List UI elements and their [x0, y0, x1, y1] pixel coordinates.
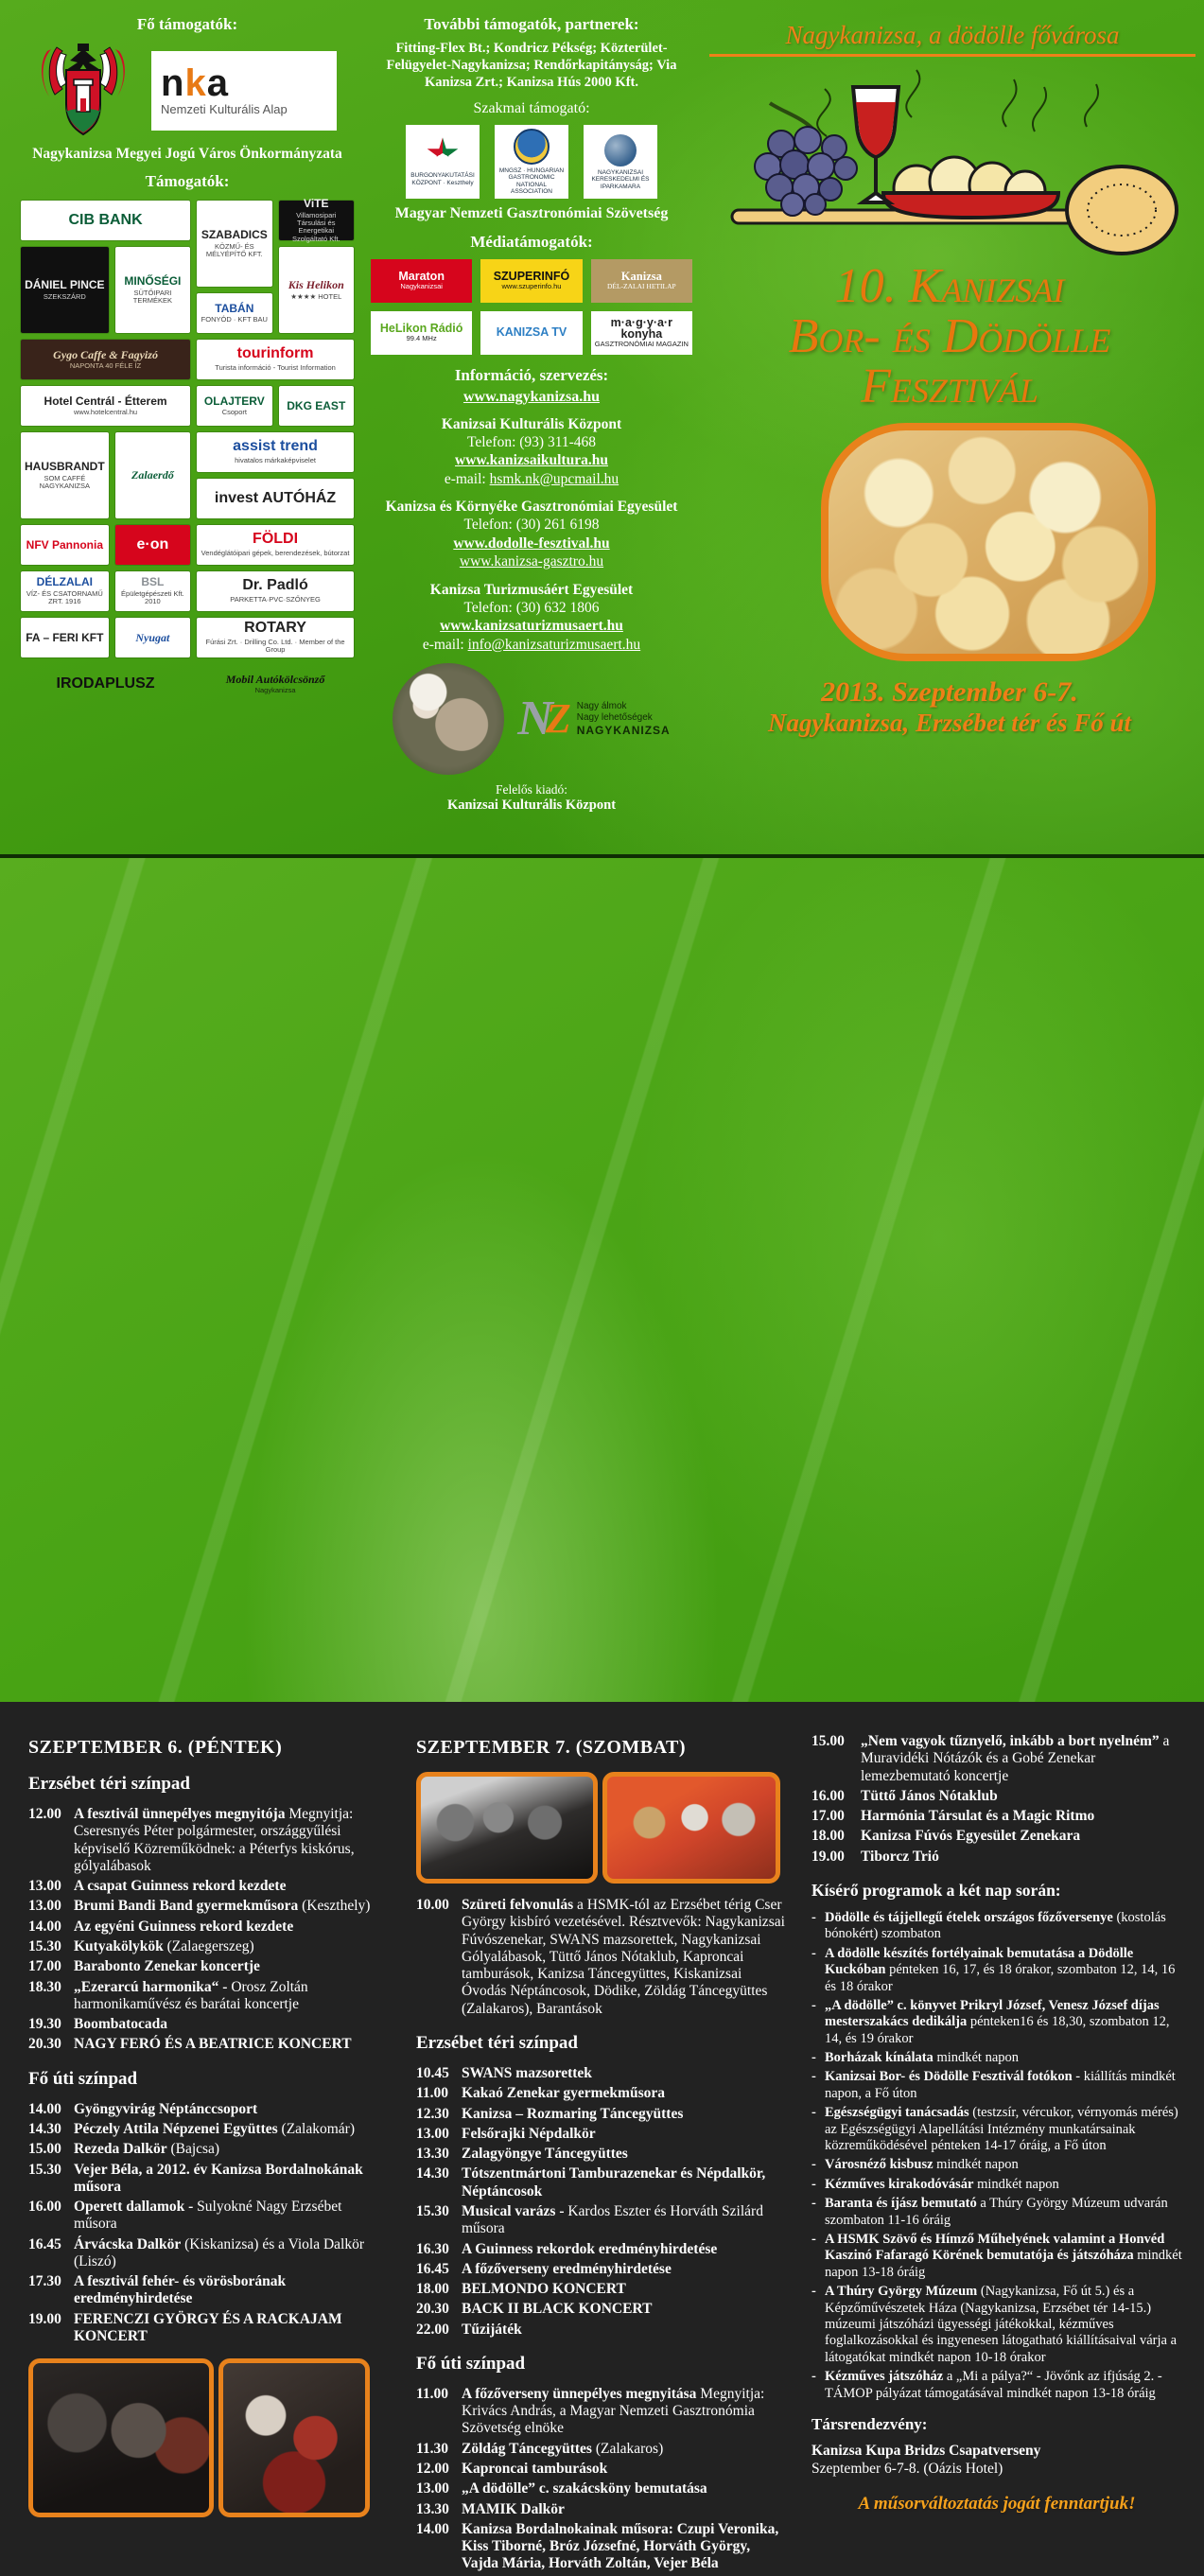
sponsor-logo: HAUSBRANDT SOM CAFFÉ NAGYKANIZSA: [21, 432, 109, 518]
schedule-row: 13.30 Zalagyöngye Táncegyüttes: [416, 2146, 628, 2163]
sponsor-logo: Nyugat: [115, 618, 190, 657]
schedule-row: 19.30 Boombatocada: [28, 2016, 168, 2033]
info-heading: Információ, szervezés:: [454, 365, 609, 384]
schedule-row: 18.00 Kanizsa Fúvós Egyesület Zenekara: [811, 1828, 1081, 1845]
schedule-row: 14.30 Tótszentmártoni Tamburazenekar és Népdalkör, Néptáncosok: [416, 2165, 766, 2199]
dodolle-dish-icon: [883, 157, 1058, 218]
nagykanizsa-city-brand-logo: N Z Nagy álmok Nagy lehetőségek NAGYKANIZSA: [517, 692, 671, 746]
sponsor-logo: OLAJTERV Csoport: [197, 386, 271, 426]
bridge-tournament: Kanizsa Kupa Bridzs Csapatverseny Szeptember 6-7-8. (Oázis Hotel): [811, 2442, 1041, 2478]
dodolle-photo: [821, 423, 1156, 661]
schedule-row: 13.00 Felsőrajki Népdalkör: [416, 2125, 596, 2142]
gastronomy-association-name: Magyar Nemzeti Gasztronómiai Szövetség: [394, 205, 669, 222]
schedule-row: 16.00 Tüttő János Nótaklub: [811, 1787, 998, 1804]
band-photo: [602, 1772, 780, 1884]
saturday-continued-schedule: [811, 1733, 1182, 1866]
side-program-item: - Baranta és íjász bemutató a Thúry György Múzeum udvarán szombaton 11-16 óráig: [811, 2196, 1168, 2228]
turizmusaert-link[interactable]: www.kanizsaturizmusaert.hu: [440, 618, 623, 635]
friday-stage2-schedule: [28, 2101, 375, 2346]
schedule-row: 10.00 Szüreti felvonulás a HSMK-tól az Erzsébet térig Cser György kisbíró vezetésével. Résztvevők: Nagykanizsai Fúvószenekar, SWANS mazsorettek, Nagykanizsai Gólyalábasok, Tüttő János Nótaklub, Kaproncai tamburások, Kanizsa Táncegyüttes, Kiskanizsai Óvodás Néptáncosok, Dödike, Zöldág Táncegyüttes (Zalakaros), Barantások: [416, 1897, 785, 2017]
schedule-row: 14.00 Kanizsa Bordalnokainak műsora: Czupi Veronika, Kiss Tiborné, Bróz Józsefné, Horváth György, Vajda Mária, Horváth Zoltán, Vejer Béla: [416, 2520, 779, 2572]
schedule-row: 13.00 A csapat Guinness rekord kezdete: [28, 1878, 287, 1895]
kanizsa-gasztro-link[interactable]: www.kanizsa-gasztro.hu: [459, 553, 604, 570]
saturday-column: [416, 1733, 790, 2576]
schedule-row: 16.00 Operett dallamok - Sulyokné Nagy Erzsébet műsora: [28, 2199, 342, 2233]
sponsor-logo: Kis Helikon ★★★★ HOTEL: [279, 247, 354, 333]
festival-tagline: Nagykanizsa, a dödölle fővárosa: [709, 21, 1195, 57]
schedule-row: 15.30 Musical varázs - Kardos Eszter és Horváth Szilárd műsora: [416, 2202, 763, 2237]
saturday-stage1-heading: Erzsébet téri színpad: [416, 2032, 578, 2053]
schedule-row: 15.00 „Nem vagyok tűznyelő, inkább a bort nyelném” a Muravidéki Nótázók és a Gobé Zenekar lemezbemutató koncertje: [811, 1733, 1170, 1784]
saturday-parade-schedule: [416, 1897, 790, 2018]
side-program-item: - Kézműves játszóház a „Mi a pálya?“ - Jövőnk az ifjúság 2. - TÁMOP pályázat támogatásával mindkét napon 13-18 óráig: [811, 2369, 1162, 2401]
schedule-row: 14.00 Az egyéni Guinness rekord kezdete: [28, 1918, 294, 1935]
friday-stage2-heading: Fő úti színpad: [28, 2068, 138, 2089]
schedule-row: 14.00 Gyöngyvirág Néptánccsoport: [28, 2100, 258, 2117]
schedule-row: 17.30 A fesztivál fehér- és vörösborának eredményhirdetése: [28, 2273, 287, 2307]
schedule-row: 16.45 Árvácska Dalkör (Kiskanizsa) és a Viola Dalkör (Liszó): [28, 2235, 364, 2269]
dodolle-fesztival-link[interactable]: www.dodolle-fesztival.hu: [453, 534, 610, 552]
friday-stage1-schedule: [28, 1806, 375, 2054]
schedule-row: 13.00 Brumi Bandi Band gyermekműsora (Keszthely): [28, 1898, 371, 1915]
sponsor-logo: Dr. Padló PARKETTA·PVC·SZŐNYEG: [197, 571, 354, 611]
schedule-row: 16.45 A főzőverseny eredményhirdetése: [416, 2260, 672, 2277]
sponsor-logo: ViTE Villamosipari Társulási és Energetikai Szolgáltató Kft.: [279, 201, 354, 240]
sponsor-logo: BSL Épületgépészeti Kft. 2010: [115, 571, 190, 611]
festival-dates: 2013. Szeptember 6-7. Nagykanizsa, Erzsébet tér és Fő út: [767, 676, 1132, 738]
side-program-item: - A Thúry György Múzeum (Nagykanizsa, Fő út 5.) és a Képzőművészetek Háza (Nagykanizsa, Erzsébet tér 14-15.) múzeumi játszóházi ügyességi játékokkal, kézműves foglalkozásokkal és ingyenesen látogatható kiállításaival várja a látogatókat mindkét napon 10-18 órakor: [811, 2284, 1178, 2365]
schedule-row: 11.30 Zöldág Táncegyüttes (Zalakaros): [416, 2440, 664, 2457]
chef-photo: [393, 663, 504, 775]
media-logo: Kanizsa DÉL-ZALAI HETILAP: [591, 259, 692, 303]
sponsor-logo: Gygo Caffe & Fagyizó NAPONTA 40 FÉLE ÍZ: [21, 340, 190, 379]
professional-logo: MNGSZ · HUNGARIAN GASTRONOMIC NATIONAL ASSOCIATION: [495, 125, 568, 199]
sponsor-logo: SZABADICS KÖZMŰ- ÉS MÉLYÉPÍTŐ KFT.: [197, 201, 271, 287]
sponsor-logo: invest AUTÓHÁZ: [197, 479, 354, 518]
professional-logo: BURGONYAKUTATÁSI KÖZPONT · Keszthely: [406, 125, 480, 199]
friday-stage1-heading: Erzsébet téri színpad: [28, 1774, 190, 1794]
schedule-row: 19.00 FERENCZI GYÖRGY ÉS A RACKAJAM KONCERT: [28, 2310, 342, 2345]
professional-sponsor-heading: Szakmai támogató:: [473, 100, 590, 117]
schedule-row: 12.00 Kaproncai tamburások: [416, 2461, 608, 2478]
hsmk-email-link[interactable]: hsmk.nk@upcmail.hu: [489, 470, 619, 487]
logo-emblem-icon: [427, 137, 459, 169]
media-logo: m·a·g·y·a·r konyha GASZTRONÓMIAI MAGAZIN: [591, 311, 692, 355]
sponsor-logo: DÉLZALAI VÍZ- ÉS CSATORNAMŰ ZRT. 1916: [21, 571, 109, 611]
side-program-item: - A HSMK Szövő és Hímző Műhelyének valamint a Honvéd Kaszinó Fafaragó Körének bemutatója és játszóháza mindkét napon 13-18 óráig: [811, 2232, 1182, 2280]
sponsor-logo: Zalaerdő: [115, 432, 190, 518]
media-logo: Maraton Nagykanizsai: [371, 259, 472, 303]
media-logo: KANIZSA TV: [480, 311, 582, 355]
nka-subtitle: Nemzeti Kulturális Alap: [161, 101, 288, 116]
saturday-heading: SZEPTEMBER 7. (SZOMBAT): [416, 1737, 687, 1758]
partner-list: Fitting-Flex Bt.; Kondricz Pékség; Közterület-Felügyelet-Nagykanizsa; Rendőrkapitányság; Via Kanizsa Zrt.; Kanizsa Hús 2000 Kft.: [386, 41, 677, 91]
sponsor-logo: assist trend hivatalos márkaképviselet: [197, 432, 354, 472]
schedule-row: 19.00 Tiborcz Trió: [811, 1848, 939, 1865]
side-program-item: - Kézműves kirakodóvásár mindkét napon: [811, 2176, 1059, 2192]
sponsor-logo: DÁNIEL PINCE SZEKSZÁRD: [21, 247, 109, 333]
sponsor-logo: TABÁN FONYÓD · KFT BAU: [197, 293, 271, 333]
band-photo: [416, 1772, 598, 1884]
side-program-item: - Egészségügyi tanácsadás (testzsír, vércukor, vérnyomás mérés) az Egészségügyi Alapellátási Intézmény munkatársainak közreműködésével pénteken 14-17 óráig, a Fő úton: [811, 2105, 1178, 2154]
main-sponsors-column: [21, 15, 354, 704]
media-logo-grid: [371, 259, 692, 355]
schedule-row: 11.00 A főzőverseny ünnepélyes megnyitása Megnyitja: Krivács András, a Magyar Nemzeti Gasztronómia Szövetség elnöke: [416, 2385, 765, 2437]
friday-column: [28, 1733, 375, 2517]
nka-logo: [151, 51, 337, 131]
saturday-stage1-schedule: [416, 2065, 790, 2339]
side-program-item: - Városnéző kisbusz mindkét napon: [811, 2157, 1019, 2173]
sponsors-heading: Támogatók:: [145, 172, 230, 190]
sponsor-logo: CIB BANK: [21, 201, 190, 240]
sponsor-logo: Hotel Centrál - Étterem www.hotelcentral.hu: [21, 386, 190, 426]
side-program-item: - Kanizsai Bor- és Dödölle Fesztivál fotókon - kiállítás mindkét napon, a Fő úton: [811, 2069, 1176, 2101]
side-program-item: - A dödölle készítés fortélyainak bemutatása a Dödölle Kuckóban pénteken 16, 17, és 18 órakor, szombaton 12, 14, 16 és 18 órakor: [811, 1945, 1176, 1994]
side-programs-heading: Kísérő programok a két nap során:: [811, 1880, 1061, 1900]
saturday-stage2-heading: Fő úti színpad: [416, 2353, 526, 2374]
sponsor-logo: ROTARY Fúrási Zrt. · Drilling Co. Ltd. · Member of the Group: [197, 618, 354, 657]
media-logo: HeLikon Rádió 99.4 MHz: [371, 311, 472, 355]
schedule-row: 15.30 Kutyakölykök (Zalaegerszeg): [28, 1937, 254, 1954]
org-cultural-center: Kanizsai Kulturális Központ Telefon: (93) 311-468 www.kanizsaikultura.hu e-mail: hsmk.nk@upcmail.hu: [441, 415, 622, 487]
partners-column: [365, 15, 698, 814]
schedule-row: 15.30 Vejer Béla, a 2012. év Kanizsa Bordalnokának műsora: [28, 2161, 363, 2195]
schedule-row: 10.45 SWANS mazsorettek: [416, 2064, 592, 2081]
co-event-heading: Társrendezvény:: [811, 2414, 928, 2433]
media-logo: SZUPERINFÓ www.szuperinfo.hu: [480, 259, 582, 303]
org-tourism-association: Kanizsa Turizmusáért Egyesület Telefon: (30) 632 1806 www.kanizsaturizmusaert.hu e-mail: info@kanizsaturizmusaert.hu: [422, 581, 641, 653]
nka-wordmark: nka: [161, 61, 229, 104]
sponsor-logo: MINŐSÉGI SÜTŐIPARI TERMÉKEK: [115, 247, 190, 333]
org-gastronomy-association: Kanizsa és Környéke Gasztronómiai Egyesület Telefon: (30) 261 6198 www.dodolle-fesztival.hu www.kanizsa-gasztro.hu: [385, 499, 678, 570]
side-programs-column: [811, 1733, 1182, 2515]
sponsor-logo: FA – FERI KFT: [21, 618, 109, 657]
sponsor-logo: e·on: [115, 525, 190, 565]
more-sponsors-heading: További támogatók, partnerek:: [424, 15, 639, 33]
cover-page: [0, 0, 1204, 854]
schedule-row: 11.00 Kakaó Zenekar gyermekműsora: [416, 2085, 665, 2102]
sponsor-logo: DKG EAST: [279, 386, 354, 426]
schedule-row: 15.00 Rezeda Dalkör (Bajcsa): [28, 2141, 220, 2158]
logo-emblem-icon: [604, 134, 637, 166]
sponsor-logo: FÖLDI Vendéglátóipari gépek, berendezések, bútorzat: [197, 525, 354, 565]
professional-logos: [365, 125, 698, 199]
schedule-row: 22.00 Tűzijáték: [416, 2321, 522, 2338]
side-programs-list: [811, 1910, 1182, 2402]
nagykanizsa-coat-of-arms-icon: [38, 42, 129, 140]
wine-glass-icon: [853, 87, 899, 202]
side-program-item: - Dödölle és tájjellegű ételek országos főzőversenye (kostolás bónokért) szombaton: [811, 1909, 1166, 1942]
media-sponsors-heading: Médiatámogatók:: [470, 232, 593, 251]
program-change-disclaimer: A műsorváltoztatás jogát fenntartjuk!: [858, 2493, 1136, 2514]
saturday-stage2-schedule: [416, 2386, 790, 2573]
side-program-item: - Borházak kínálata mindkét napon: [811, 2050, 1020, 2066]
logo-emblem-icon: [514, 129, 550, 165]
festival-title: 10. Kanizsai Bor- és Dödölle Fesztivál: [788, 259, 1111, 414]
sponsor-logo: NFV Pannonia: [21, 525, 109, 565]
band-photo: [218, 2358, 370, 2517]
program-page: [0, 854, 1204, 2572]
main-sponsors-heading: Fő támogatók:: [136, 15, 238, 33]
main-website-link[interactable]: www.nagykanizsa.hu: [462, 388, 601, 405]
schedule-row: 20.30 NAGY FERÓ ÉS A BEATRICE KONCERT: [28, 2036, 352, 2053]
municipality-name: Nagykanizsa Megyei Jogú Város Önkormányzata: [32, 146, 342, 162]
kanizsaikultura-link[interactable]: www.kanizsaikultura.hu: [455, 452, 608, 469]
sponsor-logo: tourinform Turista információ - Tourist Information: [197, 340, 354, 379]
turizmusaert-email-link[interactable]: info@kanizsaturizmusaert.hu: [467, 636, 641, 653]
side-program-item: - „A dödölle” c. könyvet Prikryl József, Venesz József díjas mesterszakács dedikálja pénteken16 és 18,30, szombaton 12, 14, és 19 órakor: [811, 1997, 1170, 2046]
title-column: [704, 13, 1195, 738]
wine-and-dodolle-illustration: [713, 61, 1186, 269]
schedule-row: 13.30 MAMIK Dalkör: [416, 2500, 565, 2517]
schedule-row: 12.30 Kanizsa – Rozmaring Táncegyüttes: [416, 2105, 684, 2122]
grapes-icon: [755, 103, 857, 216]
professional-logo: NAGYKANIZSAI KERESKEDELMI ÉS IPARKAMARA: [584, 125, 657, 199]
schedule-row: 18.00 BELMONDO KONCERT: [416, 2281, 626, 2298]
schedule-row: 17.00 Barabonto Zenekar koncertje: [28, 1958, 260, 1975]
publisher-line: Felelős kiadó: Kanizsai Kulturális Központ: [446, 782, 617, 814]
schedule-row: 17.00 Harmónia Társulat és a Magic Ritmo: [811, 1808, 1095, 1825]
schedule-row: 12.00 A fesztivál ünnepélyes megnyitója Megnyitja: Cseresnyés Péter polgármester, országgyűlési képviselő Közreműködnek: a Péterfys kiskórus, gólyalábasok: [28, 1806, 355, 1874]
schedule-row: 14.30 Péczely Attila Népzenei Együttes (Zalakomár): [28, 2120, 355, 2137]
schedule-row: 20.30 BACK II BLACK KONCERT: [416, 2301, 653, 2318]
schedule-row: 16.30 A Guinness rekordok eredményhirdetése: [416, 2240, 718, 2257]
schedule-row: 13.00 „A dödölle” c. szakácsköny bemutatása: [416, 2480, 707, 2497]
schedule-row: 18.30 „Ezerarcú harmonika“ - Orosz Zoltán harmonikaművész és barátai koncertje: [28, 1978, 308, 2012]
sponsor-logo-grid: [21, 197, 354, 704]
sponsor-logo: Mobil Autókölcsönző Nagykanizsa: [225, 672, 325, 695]
sponsor-logo: IRODAPLUSZ: [56, 675, 155, 692]
friday-heading: SZEPTEMBER 6. (PÉNTEK): [28, 1737, 283, 1758]
band-photo: [28, 2358, 214, 2517]
